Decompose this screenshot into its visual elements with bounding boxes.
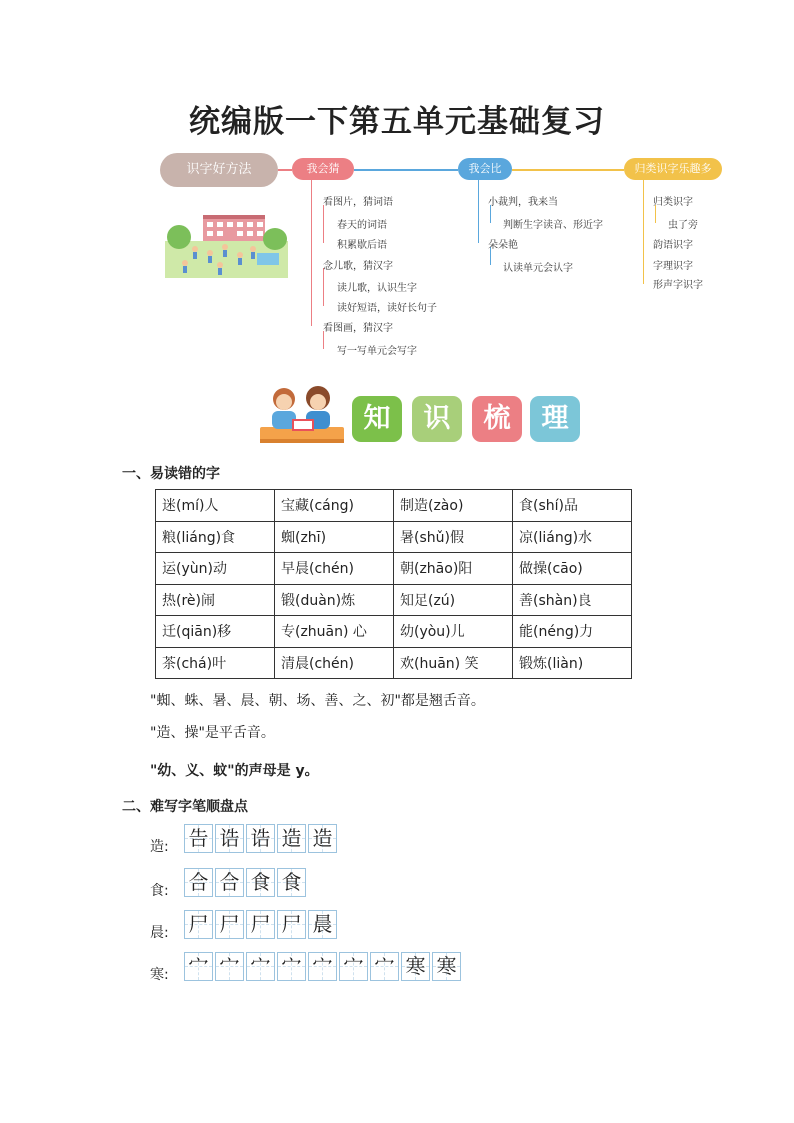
stroke-glyph: 寒 [436, 954, 457, 978]
compare-item: 小裁判，我来当 [488, 197, 558, 208]
branch-classify: 归类识字乐趣多 [624, 158, 722, 180]
compare-item: 认读单元会认字 [503, 263, 573, 274]
stroke-row-zao [150, 824, 350, 856]
classify-item: 虫了旁 [668, 220, 698, 231]
stroke-glyph: 告 [188, 826, 209, 850]
stroke-label: 造: [150, 839, 169, 855]
guess-item: 看图片，猜词语 [323, 197, 393, 208]
table-row [156, 521, 632, 553]
table-cell: 善(shàn)良 [513, 584, 632, 616]
table-cell: 知足(zú) [394, 584, 513, 616]
stroke-row-chen [150, 910, 350, 942]
stroke-step [184, 824, 213, 853]
table-cell: 锻(duàn)炼 [275, 584, 394, 616]
stroke-step [215, 910, 244, 939]
guess-item: 看图画，猜汉字 [323, 323, 393, 334]
section-heading: 一、易读错的字 [122, 466, 220, 482]
stroke-glyph: 合 [219, 870, 240, 894]
stroke-label: 寒: [150, 967, 169, 983]
table-cell: 食(shí)品 [513, 490, 632, 522]
table-cell: 早晨(chén) [275, 553, 394, 585]
classify-item: 韵语识字 [653, 240, 693, 251]
table-cell: 迷(mí)人 [156, 490, 275, 522]
stroke-glyph: 诰 [219, 826, 240, 850]
stroke-label: 晨: [150, 925, 169, 941]
stroke-step [370, 952, 399, 981]
students-reading-illustration [258, 383, 346, 445]
stroke-step [215, 952, 244, 981]
note-text: "蜘、蛛、暑、晨、朝、场、善、之、初"都是翘舌音。 [150, 693, 485, 709]
stroke-step [432, 952, 461, 981]
stroke-step [277, 952, 306, 981]
table-cell: 迁(qiān)移 [156, 616, 275, 648]
stroke-glyph: 寒 [405, 954, 426, 978]
connector [278, 169, 292, 171]
table-cell: 朝(zhāo)阳 [394, 553, 513, 585]
table-cell: 能(néng)力 [513, 616, 632, 648]
table-cell: 欢(huān) 笑 [394, 647, 513, 679]
stroke-glyph: 合 [188, 870, 209, 894]
stroke-glyph: 宀 [250, 954, 271, 978]
stroke-glyph: 宀 [374, 954, 395, 978]
connector [323, 268, 324, 306]
table-cell: 锻炼(liàn) [513, 647, 632, 679]
table-cell: 运(yùn)动 [156, 553, 275, 585]
connector [643, 180, 644, 284]
table-row [156, 647, 632, 679]
table-cell: 制造(zào) [394, 490, 513, 522]
classify-item: 归类识字 [653, 197, 693, 208]
stroke-glyph: 尸 [219, 912, 240, 936]
stroke-glyph: 食 [250, 870, 271, 894]
stroke-step [246, 910, 275, 939]
stroke-glyph: 尸 [250, 912, 271, 936]
guess-item: 春天的词语 [337, 220, 387, 231]
stroke-glyph: 宀 [281, 954, 302, 978]
stroke-label: 食: [150, 883, 169, 899]
stroke-step [246, 824, 275, 853]
stroke-step [308, 952, 337, 981]
classify-item: 字理识字 [653, 261, 693, 272]
table-cell: 热(rè)闹 [156, 584, 275, 616]
table-cell: 幼(yòu)儿 [394, 616, 513, 648]
table-row [156, 616, 632, 648]
banner-tile: 梳 [472, 396, 522, 442]
page-title: 统编版一下第五单元基础复习 [189, 104, 605, 140]
stroke-glyph: 造 [312, 826, 333, 850]
stroke-row-han [150, 952, 480, 984]
stroke-step [277, 868, 306, 897]
table-cell: 凉(liáng)水 [513, 521, 632, 553]
note-text: "幼、义、蚊"的声母是 y。 [150, 763, 319, 779]
connector [323, 205, 324, 243]
guess-item: 写一写单元会写字 [337, 346, 417, 357]
table-cell: 清晨(chén) [275, 647, 394, 679]
stroke-step [246, 868, 275, 897]
banner-tile: 知 [352, 396, 402, 442]
stroke-step [277, 910, 306, 939]
table-cell: 暑(shǔ)假 [394, 521, 513, 553]
school-illustration [165, 213, 288, 278]
branch-compare: 我会比 [458, 158, 512, 180]
section-heading: 二、难写字笔顺盘点 [122, 799, 248, 815]
mind-map [0, 0, 794, 380]
table-cell: 宝藏(cáng) [275, 490, 394, 522]
stroke-glyph: 尸 [188, 912, 209, 936]
connector [311, 180, 312, 326]
table-row [156, 490, 632, 522]
stroke-glyph: 诰 [250, 826, 271, 850]
guess-item: 积累歇后语 [337, 240, 387, 251]
banner-tile: 理 [530, 396, 580, 442]
stroke-step [184, 952, 213, 981]
table-cell: 粮(liáng)食 [156, 521, 275, 553]
word-table [155, 489, 632, 679]
banner-tile: 识 [412, 396, 462, 442]
stroke-glyph: 晨 [312, 912, 333, 936]
stroke-step [339, 952, 368, 981]
stroke-glyph: 食 [281, 870, 302, 894]
table-row [156, 553, 632, 585]
stroke-row-shi [150, 868, 350, 900]
guess-item: 读好短语，读好长句子 [337, 303, 437, 314]
stroke-glyph: 宀 [219, 954, 240, 978]
stroke-step [401, 952, 430, 981]
stroke-step [308, 910, 337, 939]
compare-item: 朵朵艳 [488, 240, 518, 251]
mindmap-root: 识字好方法 [160, 153, 278, 187]
table-cell: 做操(cāo) [513, 553, 632, 585]
stroke-glyph: 尸 [281, 912, 302, 936]
guess-item: 念儿歌，猜汉字 [323, 261, 393, 272]
compare-item: 判断生字读音、形近字 [503, 220, 603, 231]
table-cell: 茶(chá)叶 [156, 647, 275, 679]
stroke-glyph: 宀 [343, 954, 364, 978]
stroke-step [215, 824, 244, 853]
connector [478, 180, 479, 243]
stroke-glyph: 宀 [188, 954, 209, 978]
table-cell: 专(zhuān) 心 [275, 616, 394, 648]
stroke-step [184, 868, 213, 897]
connector [354, 169, 458, 171]
stroke-step [184, 910, 213, 939]
stroke-step [215, 868, 244, 897]
stroke-step [246, 952, 275, 981]
table-cell: 蜘(zhī) [275, 521, 394, 553]
stroke-glyph: 造 [281, 826, 302, 850]
table-row [156, 584, 632, 616]
classify-item: 形声字识字 [653, 280, 703, 291]
stroke-glyph: 宀 [312, 954, 333, 978]
note-text: "造、操"是平舌音。 [150, 725, 275, 741]
branch-guess: 我会猜 [292, 158, 354, 180]
stroke-step [308, 824, 337, 853]
connector [512, 169, 624, 171]
stroke-step [277, 824, 306, 853]
guess-item: 读儿歌，认识生字 [337, 283, 417, 294]
